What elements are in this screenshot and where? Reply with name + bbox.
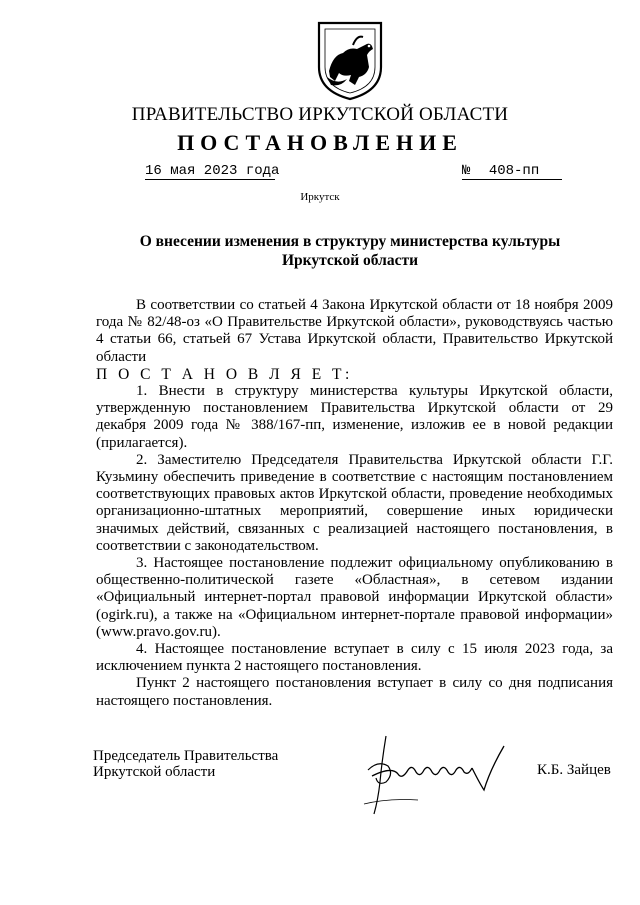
number-sign: № (462, 163, 471, 179)
decree-body (96, 297, 613, 710)
document-type: ПОСТАНОВЛЕНИЕ (177, 130, 463, 155)
preamble: В соответствии со статьей 4 Закона Иркутской области от 18 ноября 2009 года № 82/48-оз «О Правительстве Иркутской области», руководствуясь частью 4 статьи 66, статьей 67 Устава Иркутской области, Правительство Иркутской области (96, 297, 613, 365)
date-suffix: года (245, 163, 280, 179)
paragraph-5: Пункт 2 настоящего постановления вступает в силу со дня подписания настоящего постановления. (96, 675, 613, 709)
decree-number: 408-пп (488, 163, 540, 179)
signer-position-line-2: Иркутской области (93, 764, 216, 780)
resolves-heading: П О С Т А Н О В Л Я Е Т: (96, 365, 353, 383)
subject-line-1: О внесении изменения в структуру министерства культуры (139, 233, 561, 250)
government-name: ПРАВИТЕЛЬСТВО ИРКУТСКОЙ ОБЛАСТИ (131, 104, 509, 125)
decree-number-field (462, 163, 562, 180)
signer-name: К.Б. Зайцев (537, 762, 611, 778)
paragraph-4: 4. Настоящее постановление вступает в силу с 15 июля 2023 года, за исключением пункта 2 настоящего постановления. (96, 641, 613, 675)
signer-position-line-1: Председатель Правительства (93, 748, 279, 764)
signer-position (93, 748, 278, 780)
city: Иркутск (300, 191, 340, 203)
decree-date-field (145, 163, 280, 180)
paragraph-3: 3. Настоящее постановление подлежит официальному опубликованию в общественно-политической газете «Областная», в сетевом издании «Официальный интернет-портал правовой информации Иркутской области» (ogirk.ru), а также на «Официальном интернет-портале правовой информации» (www.pravo.gov.ru). (96, 555, 613, 640)
handwritten-signature (358, 730, 518, 820)
paragraph-1: 1. Внести в структуру министерства культуры Иркутской области, утвержденную постановлением Правительства Иркутской области от 29 декабря 2009 года № 388/167-пп, изменение, изложив ее в новой редакции (прилагается). (96, 383, 613, 451)
paragraph-2: 2. Заместителю Председателя Правительства Иркутской области Г.Г. Кузьмину обеспечить приведение в соответствие с настоящим постановлением соответствующих правовых актов Иркутской области, проведение необходимых организационно-штатных мероприятий, совершение иных юридически значимых действий, связанных с реализацией настоящего постановления, в соответствии с законодательством. (96, 451, 613, 554)
decree-subject (110, 232, 590, 270)
coat-of-arms-icon (313, 15, 387, 101)
decree-date: 16 мая 2023 (145, 163, 238, 179)
subject-line-2: Иркутской области (281, 252, 419, 269)
